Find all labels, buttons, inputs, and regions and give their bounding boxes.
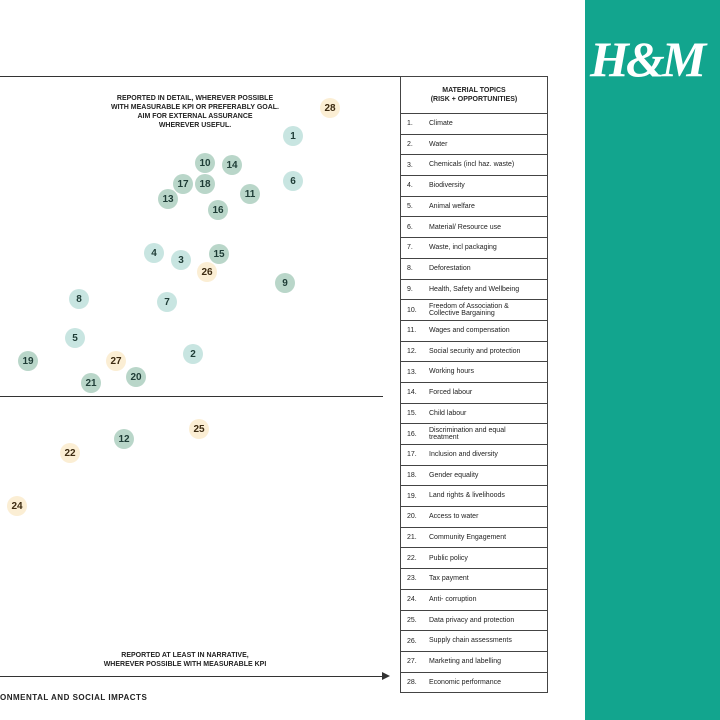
topic-row — [401, 135, 547, 156]
topic-row — [401, 424, 547, 445]
topic-label: Freedom of Association & Collective Bargaining — [429, 302, 509, 318]
topic-number: 4. — [407, 182, 413, 190]
topic-row — [401, 486, 547, 507]
topic-bubble: 14 — [222, 155, 242, 175]
topic-bubble: 22 — [60, 443, 80, 463]
topic-number: 1. — [407, 120, 413, 128]
topic-number: 14. — [407, 389, 417, 397]
topic-bubble: 8 — [69, 289, 89, 309]
topic-number: 28. — [407, 678, 417, 686]
topic-bubble: 12 — [114, 429, 134, 449]
topic-label: Economic performance — [429, 678, 501, 686]
topic-label: Supply chain assessments — [429, 637, 512, 645]
topics-header: MATERIAL TOPICS (RISK + OPPORTUNITIES) — [401, 77, 547, 114]
topic-bubble: 16 — [208, 200, 228, 220]
topic-row — [401, 631, 547, 652]
topic-label: Access to water — [429, 513, 479, 521]
bottom-reporting-note: REPORTED AT LEAST IN NARRATIVE, WHEREVER POSSIBLE WITH MEASURABLE KPI — [103, 652, 267, 668]
topic-bubble: 18 — [195, 174, 215, 194]
topic-number: 22. — [407, 554, 417, 562]
topic-bubble: 27 — [106, 351, 126, 371]
topic-label: Data privacy and protection — [429, 616, 515, 624]
topic-label: Social security and protection — [429, 347, 521, 355]
topic-bubble: 26 — [197, 262, 217, 282]
topic-bubble: 6 — [283, 171, 303, 191]
topic-number: 19. — [407, 492, 417, 500]
topic-bubble: 9 — [275, 273, 295, 293]
topic-row — [401, 321, 547, 342]
topic-bubble: 20 — [126, 367, 146, 387]
topic-label: Biodiversity — [429, 182, 465, 190]
topic-label: Wages and compensation — [429, 326, 510, 334]
topic-row — [401, 362, 547, 383]
topic-row — [401, 300, 547, 321]
topic-row — [401, 383, 547, 404]
topic-row — [401, 155, 547, 176]
topic-bubble: 7 — [157, 292, 177, 312]
topic-row — [401, 528, 547, 549]
topic-bubble: 5 — [65, 328, 85, 348]
topic-label: Animal welfare — [429, 202, 475, 210]
topic-row — [401, 404, 547, 425]
topic-number: 18. — [407, 472, 417, 480]
topic-bubble: 15 — [209, 244, 229, 264]
topic-number: 13. — [407, 368, 417, 376]
topic-bubble: 11 — [240, 184, 260, 204]
topic-label: Health, Safety and Wellbeing — [429, 285, 520, 293]
topic-label: Forced labour — [429, 389, 473, 397]
topic-label: Child labour — [429, 409, 467, 417]
topic-bubble: 17 — [173, 174, 193, 194]
topic-label: Marketing and labelling — [429, 657, 501, 665]
topic-number: 20. — [407, 513, 417, 521]
x-axis-title: ONMENTAL AND SOCIAL IMPACTS — [0, 693, 148, 702]
topic-label: Community Engagement — [429, 533, 507, 541]
topic-label: Waste, incl packaging — [429, 244, 497, 252]
topic-bubble: 24 — [7, 496, 27, 516]
topic-label: Anti- corruption — [429, 595, 477, 603]
topic-row — [401, 652, 547, 673]
topic-label: Inclusion and diversity — [429, 451, 498, 459]
topic-row — [401, 197, 547, 218]
topic-row — [401, 673, 547, 693]
topic-label: Land rights & livelihoods — [429, 492, 505, 500]
topic-number: 26. — [407, 637, 417, 645]
topic-row — [401, 548, 547, 569]
topic-row — [401, 176, 547, 197]
topic-row — [401, 445, 547, 466]
topic-number: 5. — [407, 203, 413, 211]
topic-row — [401, 507, 547, 528]
topic-bubble: 3 — [171, 250, 191, 270]
topic-label: Water — [429, 140, 448, 148]
topic-label: Chemicals (incl haz. waste) — [429, 161, 515, 169]
topic-row — [401, 217, 547, 238]
topic-bubble: 21 — [81, 373, 101, 393]
topic-bubble: 13 — [158, 189, 178, 209]
topic-row — [401, 590, 547, 611]
topic-label: Gender equality — [429, 471, 479, 479]
brand-sidebar — [585, 0, 720, 720]
topic-bubble: 4 — [144, 243, 164, 263]
topic-number: 10. — [407, 306, 417, 314]
x-axis-line — [0, 676, 384, 677]
topic-row — [401, 342, 547, 363]
topic-row — [401, 569, 547, 590]
topic-bubble: 25 — [189, 419, 209, 439]
topic-number: 27. — [407, 658, 417, 666]
topic-number: 23. — [407, 575, 417, 583]
topic-label: Deforestation — [429, 264, 471, 272]
topic-number: 12. — [407, 347, 417, 355]
topic-label: Tax payment — [429, 575, 469, 583]
topic-label: Working hours — [429, 368, 475, 376]
topic-bubble: 2 — [183, 344, 203, 364]
topic-number: 15. — [407, 409, 417, 417]
topic-row — [401, 466, 547, 487]
hm-logo: H&M — [590, 31, 704, 87]
topic-row — [401, 280, 547, 301]
topic-number: 11. — [407, 327, 417, 335]
topic-bubble: 10 — [195, 153, 215, 173]
topic-label: Material/ Resource use — [429, 223, 501, 231]
topic-number: 17. — [407, 451, 417, 459]
topic-bubble: 19 — [18, 351, 38, 371]
topic-number: 8. — [407, 265, 413, 273]
plot-top-border — [0, 76, 400, 77]
topic-number: 7. — [407, 244, 413, 252]
topic-number: 9. — [407, 285, 413, 293]
material-topics-table — [400, 76, 548, 693]
topic-bubble: 28 — [320, 98, 340, 118]
threshold-line — [0, 396, 383, 397]
topic-number: 25. — [407, 616, 417, 624]
top-reporting-note: REPORTED IN DETAIL, WHEREVER POSSIBLE WITH MEASURABLE KPI OR PREFERABLY GOAL. AIM FOR EXTERNAL ASSURANCE WHEREVER USEFUL. — [110, 95, 279, 129]
topic-number: 6. — [407, 223, 413, 231]
topic-number: 21. — [407, 534, 417, 542]
topic-number: 16. — [407, 430, 417, 438]
topic-row — [401, 611, 547, 632]
topic-label: Climate — [429, 120, 453, 128]
topic-row — [401, 114, 547, 135]
topic-number: 2. — [407, 141, 413, 149]
topic-label: Public policy — [429, 554, 468, 562]
topic-row — [401, 259, 547, 280]
topic-label: Discrimination and equal treatment — [429, 426, 506, 442]
x-axis-arrow-icon — [382, 672, 390, 680]
topic-number: 3. — [407, 161, 413, 169]
topic-row — [401, 238, 547, 259]
topic-bubble: 1 — [283, 126, 303, 146]
topic-number: 24. — [407, 596, 417, 604]
